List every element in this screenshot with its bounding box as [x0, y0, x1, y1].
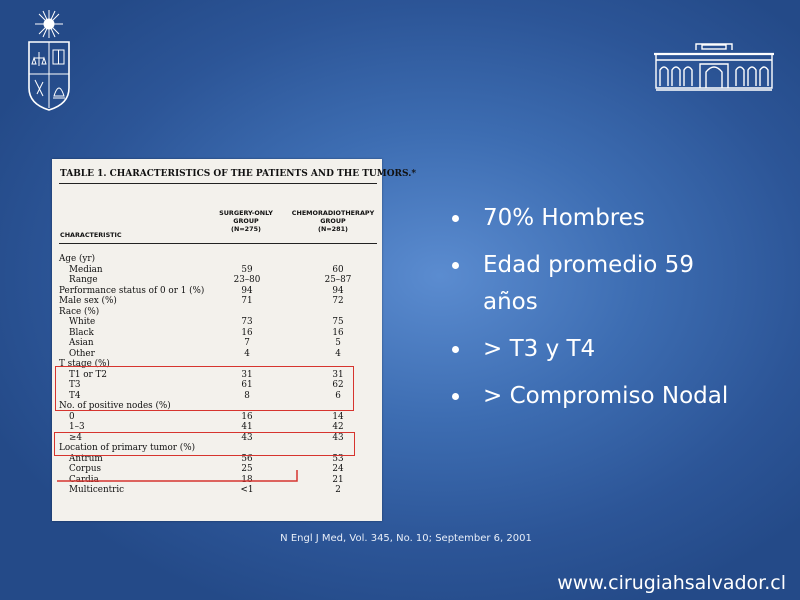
bullet-item: > Compromiso Nodal [448, 378, 748, 415]
chemo-value: 16 [332, 327, 344, 338]
table-row [59, 307, 377, 318]
bullet-item: > T3 y T4 [448, 331, 748, 368]
surgery-value: 4 [244, 348, 250, 359]
table-row [59, 328, 377, 339]
chemo-value: 72 [332, 296, 344, 306]
row-label: T4 [69, 390, 81, 401]
surgery-value: 18 [241, 474, 253, 485]
surgery-value: 73 [241, 317, 253, 327]
surgery-value: 16 [241, 327, 253, 338]
row-label: Other [69, 348, 95, 359]
row-label: Age (yr) [59, 254, 96, 264]
chemo-value: 6 [335, 390, 341, 401]
row-label: Range [69, 275, 98, 285]
table-row [59, 265, 377, 276]
surgery-value: 25 [241, 464, 253, 474]
table-row [59, 317, 377, 328]
chemo-value: 5 [335, 338, 341, 348]
table-title: TABLE 1. CHARACTERISTICS OF THE PATIENTS AND THE TUMORS.* [60, 169, 417, 179]
bullet-item: Edad promedio 59 años [448, 247, 748, 321]
surgery-value: 41 [241, 422, 253, 432]
chemo-value: 31 [332, 369, 344, 380]
row-label: Location of primary tumor (%) [59, 443, 196, 453]
row-label: Race (%) [59, 306, 100, 317]
chemo-value: 14 [332, 411, 344, 422]
row-label: Antrum [69, 453, 103, 464]
chemo-value: 94 [332, 285, 344, 296]
row-label: Corpus [69, 464, 102, 474]
characteristic-header: CHARACTERISTIC [60, 231, 122, 239]
surgery-value: 7 [244, 338, 250, 348]
table-row [59, 485, 377, 496]
bullet-item: 70% Hombres [448, 200, 748, 237]
surgery-value: 59 [241, 264, 253, 275]
row-label: Black [69, 327, 94, 338]
table-row [59, 422, 377, 433]
row-label: No. of positive nodes (%) [59, 401, 171, 411]
row-label: Median [69, 264, 103, 275]
t-stage-highlight-box [55, 366, 354, 411]
row-label: 1–3 [69, 422, 85, 432]
chemo-value: 60 [332, 264, 344, 275]
hospital-building-logo [652, 40, 776, 92]
table-row [59, 412, 377, 423]
row-label: White [69, 317, 96, 327]
surgery-value: <1 [240, 485, 254, 495]
row-label: Multicentric [69, 485, 125, 495]
university-crest-logo [24, 8, 74, 112]
row-label: T stage (%) [59, 359, 110, 369]
chemo-value: 4 [335, 348, 341, 359]
row-label: T3 [69, 380, 81, 390]
chemo-value: 21 [332, 474, 344, 485]
chemo-value: 62 [332, 380, 344, 390]
table-row [59, 349, 377, 360]
table-top-rule [59, 183, 377, 184]
row-label: 0 [69, 411, 75, 422]
chemo-value: 42 [332, 422, 344, 432]
row-label: T1 or T2 [69, 369, 108, 380]
row-label: Male sex (%) [59, 296, 117, 306]
chemo-value: 43 [332, 432, 344, 443]
surgery-value: 71 [241, 296, 253, 306]
surgery-value: 94 [241, 285, 253, 296]
row-label: Cardia [69, 474, 99, 485]
positive-nodes-highlight-box [54, 432, 355, 456]
chemo-value: 53 [332, 453, 344, 464]
surgery-group-header: SURGERY-ONLY GROUP (N=275) [219, 209, 273, 233]
surgery-value: 23–80 [233, 275, 261, 285]
summary-bullet-list [448, 200, 748, 425]
surgery-value: 8 [244, 390, 250, 401]
footer-website-url: www.cirugiahsalvador.cl [557, 572, 786, 594]
row-label: Performance status of 0 or 1 (%) [59, 285, 205, 296]
surgery-value: 16 [241, 411, 253, 422]
citation-text: N Engl J Med, Vol. 345, No. 10; September 6, 2001 [280, 533, 532, 544]
surgery-value: 31 [241, 369, 253, 380]
table-row [59, 296, 377, 307]
chemo-value: 25–87 [324, 275, 352, 285]
chemo-value: 2 [335, 485, 341, 495]
table-row [59, 338, 377, 349]
table-header-rule [59, 243, 377, 244]
surgery-value: 56 [241, 453, 253, 464]
surgery-value: 43 [241, 432, 253, 443]
antrum-underline-highlight [57, 469, 297, 482]
chemo-value: 24 [332, 464, 344, 474]
patient-characteristics-table [52, 159, 417, 521]
chemo-value: 75 [332, 317, 344, 327]
table-row [59, 254, 377, 265]
table-row [59, 286, 377, 297]
table-row [59, 275, 377, 286]
surgery-value: 61 [241, 380, 253, 390]
row-label: Asian [69, 338, 94, 348]
chemo-group-header: CHEMORADIOTHERAPY GROUP (N=281) [291, 209, 375, 233]
row-label: ≥4 [69, 432, 82, 443]
